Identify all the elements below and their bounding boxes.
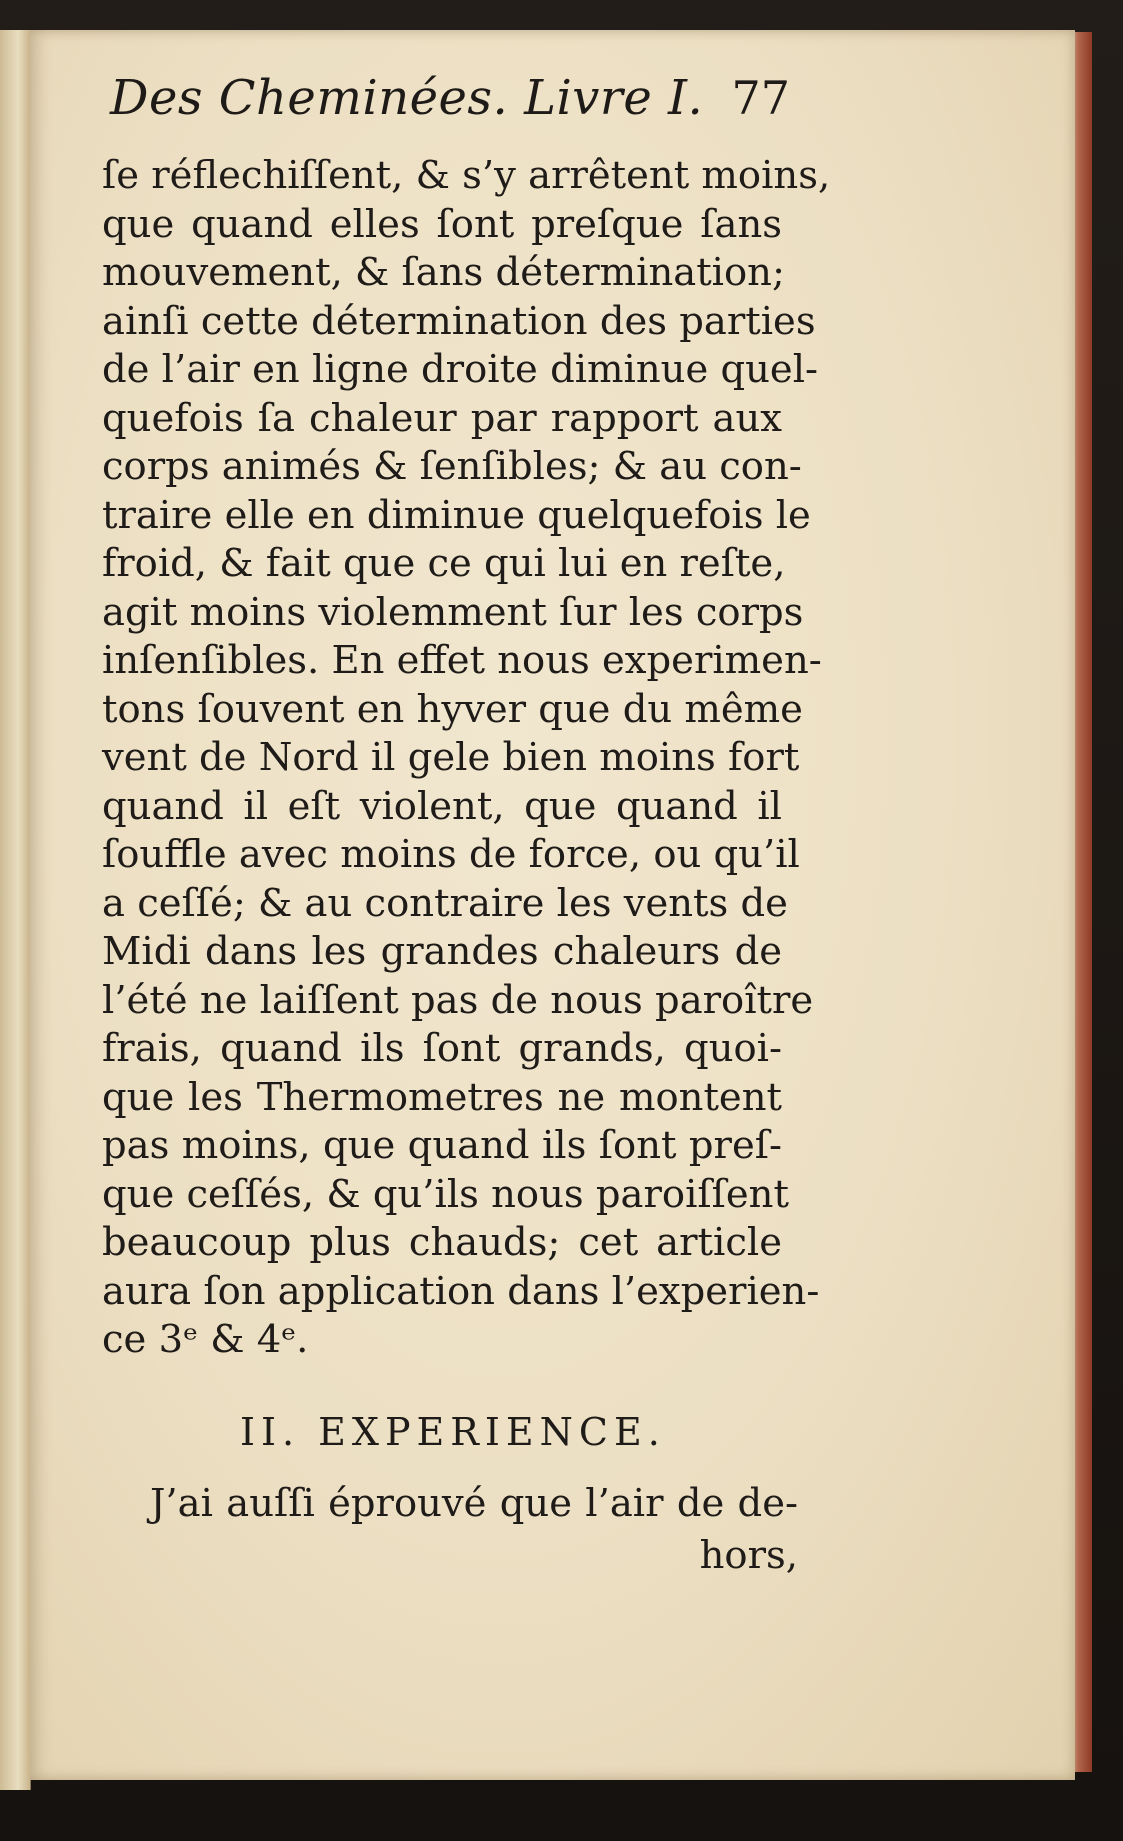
text-line: ſouffle avec moins de force, ou qu’il — [102, 832, 800, 877]
text-line: Midi dans les grandes chaleurs de — [102, 929, 782, 974]
text-line: que ceſſés, & qu’ils nous paroiſſent — [102, 1171, 789, 1217]
paragraph-1 — [102, 152, 831, 1365]
text-line: J’ai auſſi éprouvé que l’air de de- — [150, 1481, 798, 1526]
section-heading: II. EXPERIENCE. — [240, 1410, 666, 1454]
paragraph-2 — [150, 1478, 798, 1582]
text-line: que quand elles ſont preſque ſans — [102, 201, 782, 247]
facing-page-edge — [0, 30, 31, 1790]
text-line: ainſi cette détermination des parties — [102, 298, 816, 344]
text-line: a ceſſé; & au contraire les vents de — [102, 880, 788, 926]
page-number: 77 — [731, 71, 790, 125]
text-line: inſenſibles. En effet nous experimen- — [102, 638, 822, 683]
text-line: hors, — [699, 1533, 798, 1578]
text-line: que les Thermometres ne montent — [102, 1074, 782, 1120]
text-line: tons ſouvent en hyver que du même — [102, 686, 803, 732]
text-line: frais, quand ils ſont grands, quoi- — [102, 1026, 782, 1071]
running-head — [110, 70, 790, 150]
text-line: froid, & fait que ce qui lui en reſte, — [102, 541, 786, 586]
text-line: ce 3ᵉ & 4ᵉ. — [102, 1317, 309, 1362]
text-line: ſe réflechiſſent, & s’y arrêtent moins, — [102, 153, 831, 198]
text-line: l’été ne laiſſent pas de nous paroître — [102, 977, 814, 1023]
text-line: traire elle en diminue quelquefois le — [102, 492, 811, 538]
text-line: beaucoup plus chauds; cet article — [102, 1220, 782, 1265]
text-line: corps animés & ſenſibles; & au con- — [102, 444, 802, 489]
text-line: aura ſon application dans l’experien- — [102, 1268, 820, 1314]
text-line: vent de Nord il gele bien moins fort — [102, 735, 800, 780]
text-line: pas moins, que quand ils ſont preſ- — [102, 1123, 782, 1168]
running-head-title: Des Cheminées. Livre I. — [110, 70, 704, 126]
text-line: mouvement, & ſans détermination; — [102, 250, 785, 295]
text-line: quefois ſa chaleur par rapport aux — [102, 395, 782, 441]
text-line: agit moins violemment ſur les corps — [102, 589, 804, 635]
text-line: quand il eſt violent, que quand il — [102, 783, 782, 829]
text-line: de l’air en ligne droite diminue quel- — [102, 347, 819, 392]
